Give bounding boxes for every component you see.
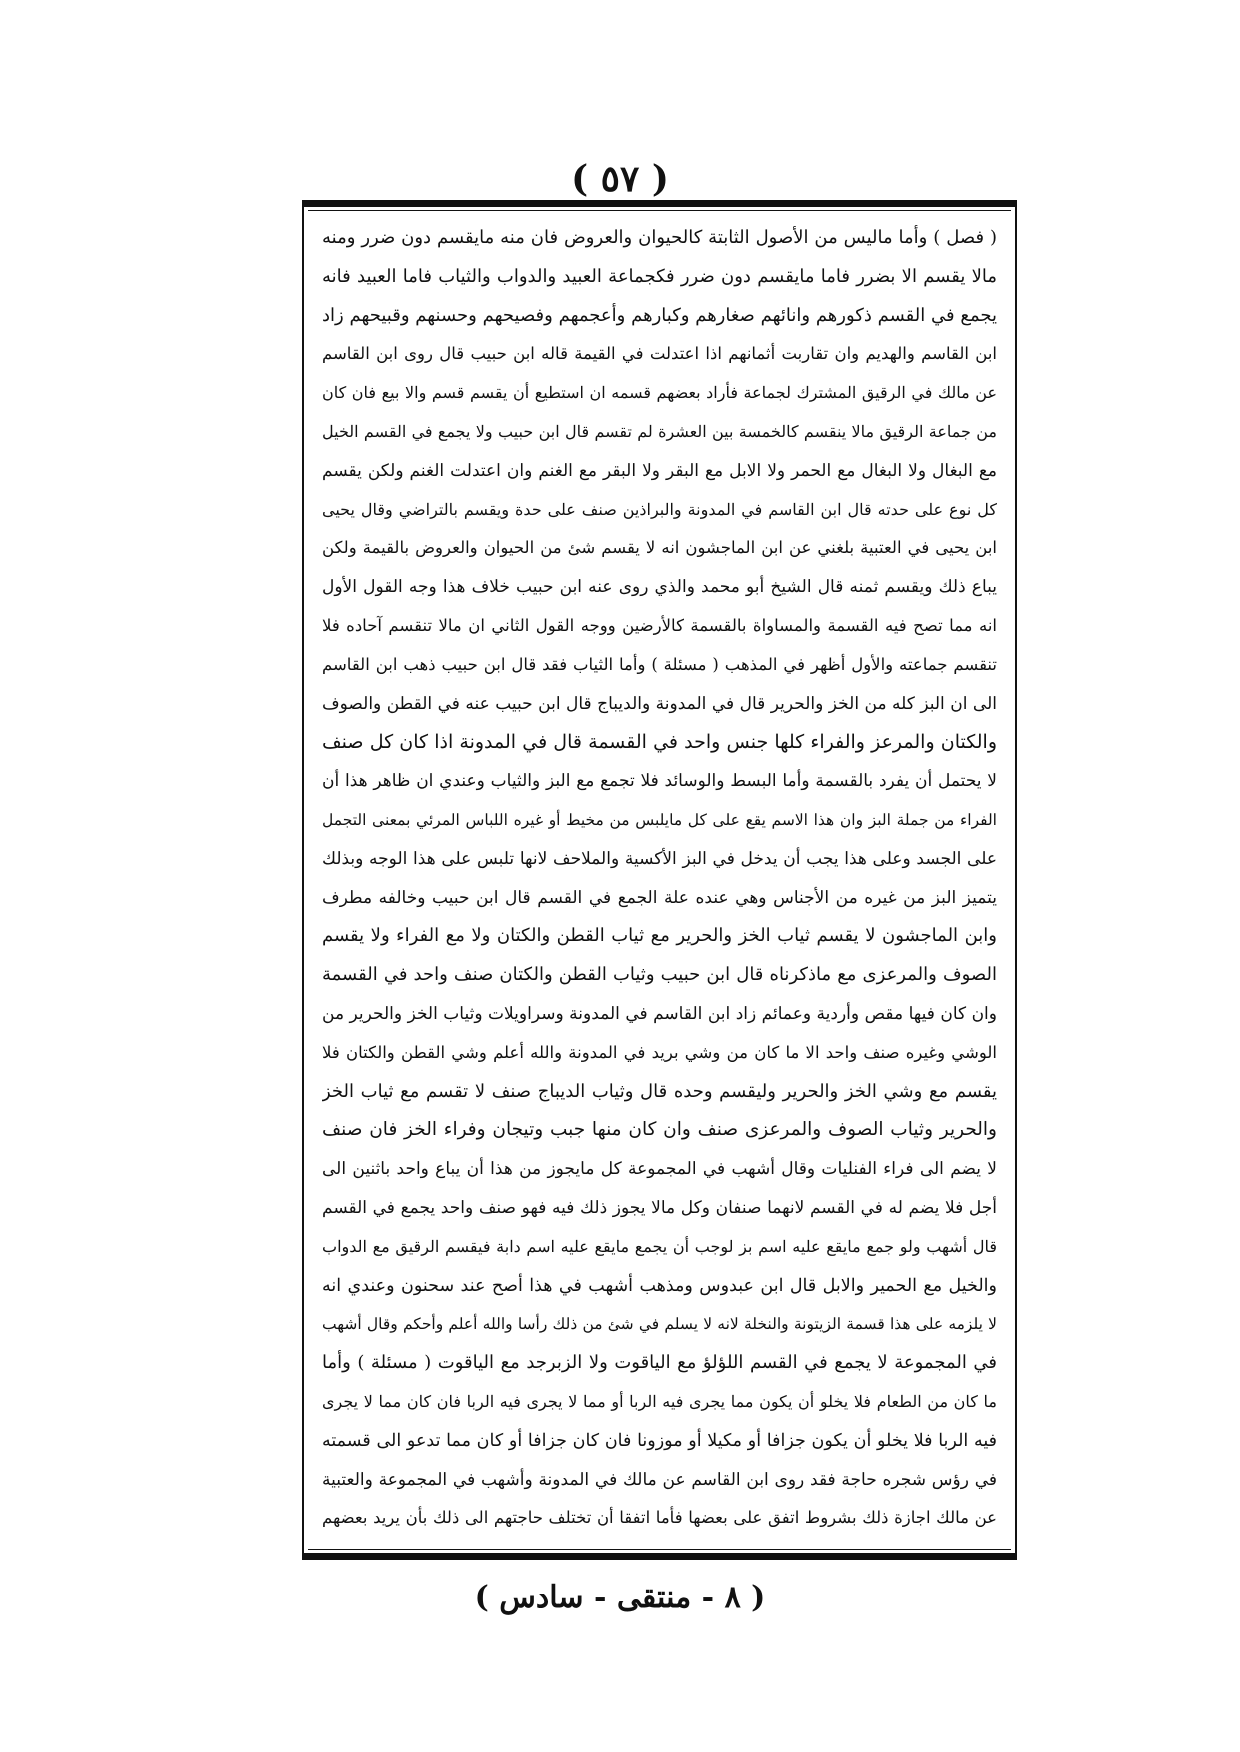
text-line: وان كان فيها مقص وأردية وعمائم زاد ابن القاسم في المدونة وسراويلات وثياب الخز والحرير من (322, 1003, 997, 1024)
text-line: أجل فلا يضم له في القسم لانهما صنفان وكل مالا يجوز ذلك فيه فهو صنف واحد يجمع في القسم (322, 1197, 997, 1218)
text-line: مع البغال ولا البغال مع الحمر ولا الابل مع البقر ولا البقر مع الغنم وان اعتدلت الغنم ولكن يقسم (322, 460, 997, 481)
footer-signature: ( ٨ - منتقى - سادس ) (474, 1580, 766, 1615)
main-text (322, 219, 997, 1543)
text-line: الى ان البز كله من الخز والحرير قال في المدونة والديباج قال ابن حبيب عنه في القطن والصوف (322, 693, 997, 714)
text-line: والكتان والمرعز والفراء كلها جنس واحد في القسمة قال في المدونة اذا كان كل صنف (322, 731, 997, 754)
text-line: والحرير وثياب الصوف والمرعزى صنف وان كان منها جبب وتيجان وفراء الخز فان صنف (322, 1119, 997, 1141)
text-line: كل نوع على حدته قال ابن القاسم في المدونة والبراذين صنف على حدة ويقسم بالتراضي وقال يحيى (322, 499, 997, 519)
text-line: ما كان من الطعام فلا يخلو أن يكون مما يجرى فيه الربا أو مما لا يجرى فيه الربا فان كان مما لا يجرى (322, 1391, 997, 1411)
text-line: ( فصل ) وأما ماليس من الأصول الثابتة كالحيوان والعروض فان منه مايقسم دون ضرر ومنه (322, 227, 997, 248)
text-line: قال أشهب ولو جمع مايقع عليه اسم بز لوجب أن يجمع مايقع عليه اسم دابة فيقسم الرقيق مع الدواب (322, 1236, 997, 1256)
text-line: عن مالك في الرقيق المشترك لجماعة فأراد بعضهم قسمه ان استطيع أن يقسم قسم والا بيع فان كان (322, 383, 997, 403)
text-line: في رؤس شجره حاجة فقد روى ابن القاسم عن مالك في المدونة وأشهب في المجموعة والعتبية (322, 1469, 997, 1490)
text-frame (302, 200, 1017, 1560)
text-line: تنقسم جماعته والأول أظهر في المذهب ( مسئلة ) وأما الثياب فقد قال ابن حبيب ذهب ابن القاسم (322, 654, 997, 674)
text-line: ابن يحيى في العتبية بلغني عن ابن الماجشون انه لا يقسم شئ من الحيوان والعروض بالقيمة ولكن (322, 538, 997, 558)
page-number: ( ٥٧ ) (571, 158, 669, 200)
text-line: ابن القاسم والهديم وان تقاربت أثمانهم اذا اعتدلت في القيمة قاله ابن حبيب قال روى ابن القاسم (322, 344, 997, 364)
text-line: والخيل مع الحمير والابل قال ابن عبدوس ومذهب أشهب في هذا أصح عند سحنون وعندي انه (322, 1275, 997, 1296)
text-line: الفراء من جملة البز وان هذا الاسم يقع على كل مايلبس من مخيط أو غيره اللباس المرئي بمعنى التجمل (322, 810, 997, 829)
text-line: فيه الربا فلا يخلو أن يكون جزافا أو مكيلا أو موزونا فان كان جزافا أو كان مما تدعو الى قسمته (322, 1430, 997, 1451)
text-line: يقسم مع وشي الخز والحرير وليقسم وحده قال وثياب الديباج صنف لا تقسم مع ثياب الخز (322, 1080, 997, 1102)
text-line: في المجموعة لا يجمع في القسم اللؤلؤ مع الياقوت ولا الزبرجد مع الياقوت ( مسئلة ) وأما (322, 1352, 997, 1374)
text-line: لا يحتمل أن يفرد بالقسمة وأما البسط والوسائد فلا تجمع مع البز والثياب وعندي ان ظاهر هذا أن (322, 771, 997, 792)
text-line: الصوف والمرعزى مع ماذكرناه قال ابن حبيب وثياب القطن والكتان صنف واحد في القسمة (322, 964, 997, 986)
text-line: عن مالك اجازة ذلك بشروط اتفق على بعضها فأما اتفقا أن تختلف حاجتهم الى ذلك بأن يريد بعضهم (322, 1508, 997, 1528)
text-line: وابن الماجشون لا يقسم ثياب الخز والحرير مع ثياب القطن والكتان ولا مع الفراء ولا يقسم (322, 925, 997, 947)
text-line: الوشي وغيره صنف واحد الا ما كان من وشي بريد في المدونة والله أعلم وشي القطن والكتان فلا (322, 1042, 997, 1062)
text-line: يجمع في القسم ذكورهم وانائهم صغارهم وكبارهم وأعجمهم وفصيحهم وحسنهم وقبيحهم زاد (322, 304, 997, 326)
text-line: مالا يقسم الا بضرر فاما مايقسم دون ضرر فكجماعة العبيد والدواب والثياب فاما العبيد فانه (322, 265, 997, 287)
text-line: من جماعة الرقيق مالا ينقسم كالخمسة بين العشرة لم تقسم قال ابن حبيب ولا يجمع في القسم الخيل (322, 421, 997, 441)
text-line: يتميز البز من غيره من الأجناس وهي عنده علة الجمع في القسم قال ابن حبيب وخالفه مطرف (322, 887, 997, 908)
text-line: لا يضم الى فراء الفنليات وقال أشهب في المجموعة كل مايجوز من هذا أن يباع واحد باثنين الى (322, 1159, 997, 1180)
text-line: لا يلزمه على هذا قسمة الزيتونة والنخلة لانه لا يسلم في شئ من ذلك رأسا والله أعلم وأحكم وقال أشهب (322, 1315, 997, 1334)
text-line: يباع ذلك ويقسم ثمنه قال الشيخ أبو محمد والذي روى عنه ابن حبيب خلاف هذا وجه القول الأول (322, 577, 997, 598)
text-line: انه مما تصح فيه القسمة والمساواة بالقسمة كالأرضين ووجه القول الثاني ان مالا تنقسم آحاده فلا (322, 615, 997, 635)
text-line: على الجسد وعلى هذا يجب أن يدخل في البز الأكسية والملاحف لانها تلبس على هذا الوجه وبذلك (322, 848, 997, 869)
